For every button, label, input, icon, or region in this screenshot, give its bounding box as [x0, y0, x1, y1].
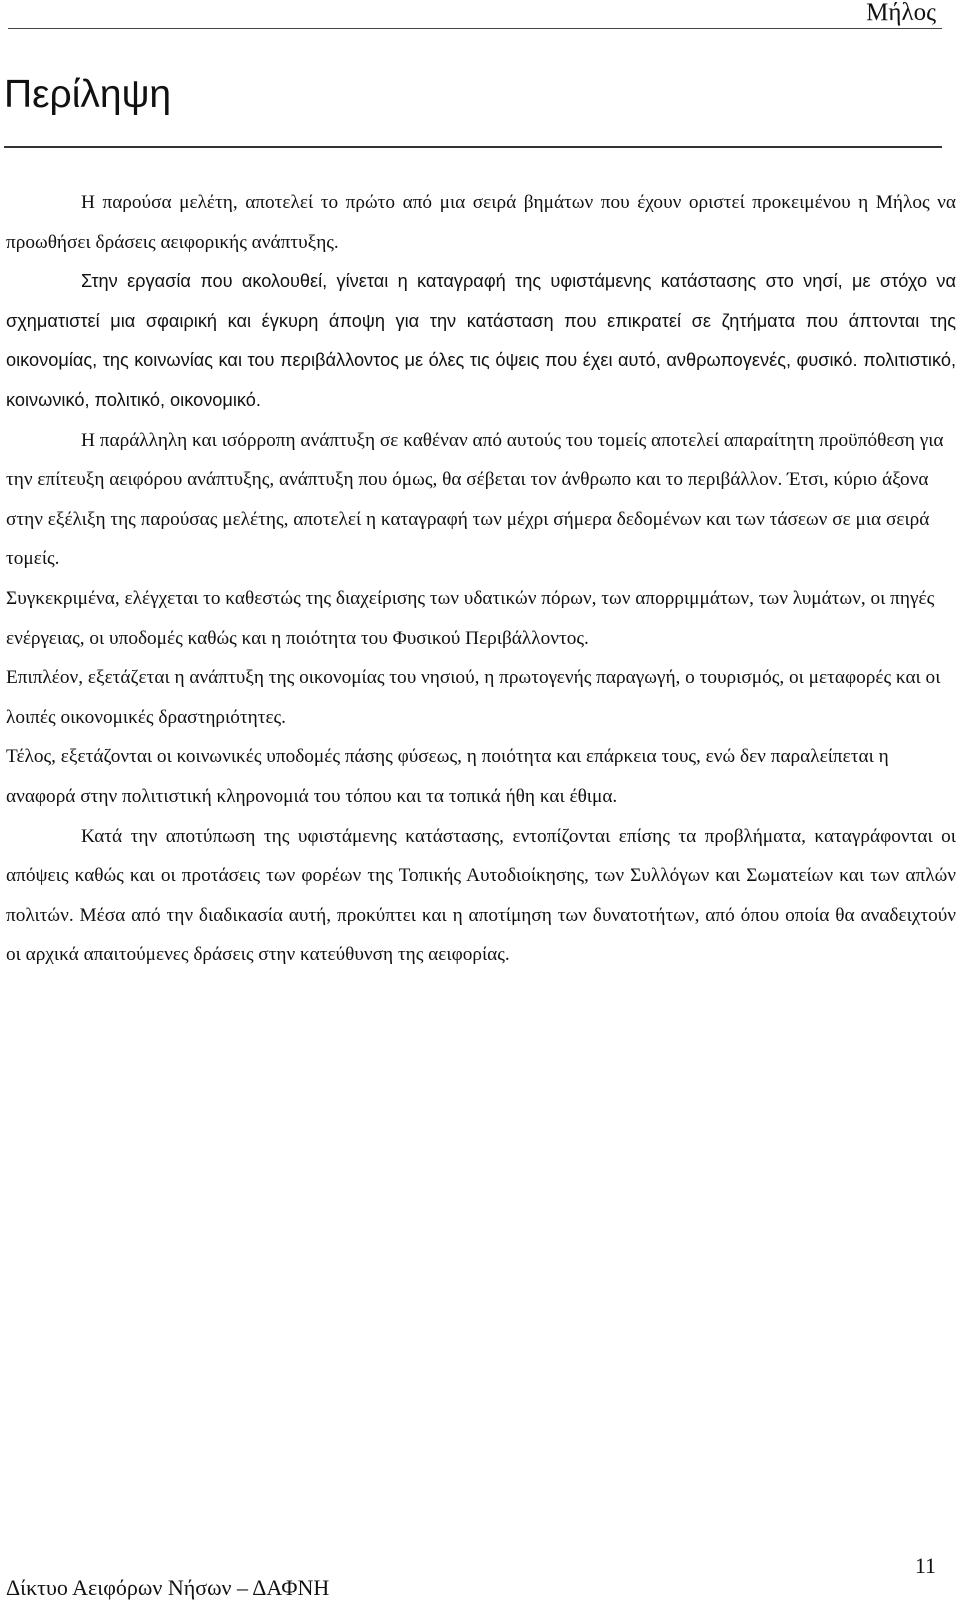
paragraph-balance: Η παράλληλη και ισόρροπη ανάπτυξη σε καθέναν από αυτούς του τομείς αποτελεί απαραίτητη προϋπόθεση για την επίτευξη αειφόρου ανάπτυξης, ανάπτυξη που όμως, θα σέβεται τον άνθρωπο και το περιβάλλον. Έτσι, κύριο άξονα στην εξέλιξη της παρούσας μελέτης, αποτελεί η καταγραφή των μέχρι σήμερα δεδομένων και των τάσεων σε μια σειρά τομείς.: [6, 429, 944, 570]
paragraph-economy: Επιπλέον, εξετάζεται η ανάπτυξη της οικονομίας του νησιού, η πρωτογενής παραγωγή, ο τουρισμός, οι μεταφορές και οι λοιπές οικονομικές δραστηριότητες.: [6, 667, 941, 728]
paragraph-scope: Στην εργασία που ακολουθεί, γίνεται η καταγραφή της υφιστάμενης κατάστασης στο νησί, με στόχο να σχηματιστεί μια σφαιρική και έγκυρη άποψη για την κατάσταση που επικρατεί σε ζητήματα που άπτονται της οικονομίας, της κοινωνίας και του περιβάλλοντος με όλες τις όψεις που έχει αυτό, ανθρωπογενές, φυσικό. πολιτιστικό, κοινωνικό, πολιτικό, οικονομικό.: [6, 271, 956, 410]
header-divider: [8, 28, 942, 29]
section-heading: Περίληψη: [4, 73, 172, 116]
abstract-body: [6, 183, 956, 975]
paragraph-environment: Συγκεκριμένα, ελέγχεται το καθεστώς της διαχείρισης των υδατικών πόρων, των απορριμμάτων, των λυμάτων, οι πηγές ενέργειας, οι υποδομές καθώς και η ποιότητα του Φυσικού Περιβάλλοντος.: [6, 587, 935, 649]
paragraph-society: Τέλος, εξετάζονται οι κοινωνικές υποδομές πάσης φύσεως, η ποιότητα και επάρκεια τους, ενώ δεν παραλείπεται η αναφορά στην πολιτιστική κληρονομιά του τόπου και τα τοπικά ήθη και έθιμα.: [6, 746, 889, 807]
heading-divider: [4, 146, 942, 148]
running-header-title: Μήλος: [866, 0, 936, 26]
footer-network-name: Δίκτυο Αειφόρων Νήσων – ΔΑΦΝΗ: [6, 1575, 330, 1600]
paragraph-problems: Κατά την αποτύπωση της υφιστάμενης κατάστασης, εντοπίζονται επίσης τα προβλήματα, καταγράφονται οι απόψεις καθώς και οι προτάσεις των φορέων της Τοπικής Αυτοδιοίκησης, των Συλλόγων και Σωματείων και των απλών πολιτών. Μέσα από την διαδικασία αυτή, προκύπτει και η αποτίμηση των δυνατοτήτων, από όπου οποία θα αναδειχτούν οι αρχικά απαιτούμενες δράσεις στην κατεύθυνση της αειφορίας.: [6, 825, 956, 966]
paragraph-intro: Η παρούσα μελέτη, αποτελεί το πρώτο από μια σειρά βημάτων που έχουν οριστεί προκειμένου η Μήλος να προωθήσει δράσεις αειφορικής ανάπτυξης.: [6, 192, 956, 253]
page-number: 11: [914, 1553, 936, 1578]
